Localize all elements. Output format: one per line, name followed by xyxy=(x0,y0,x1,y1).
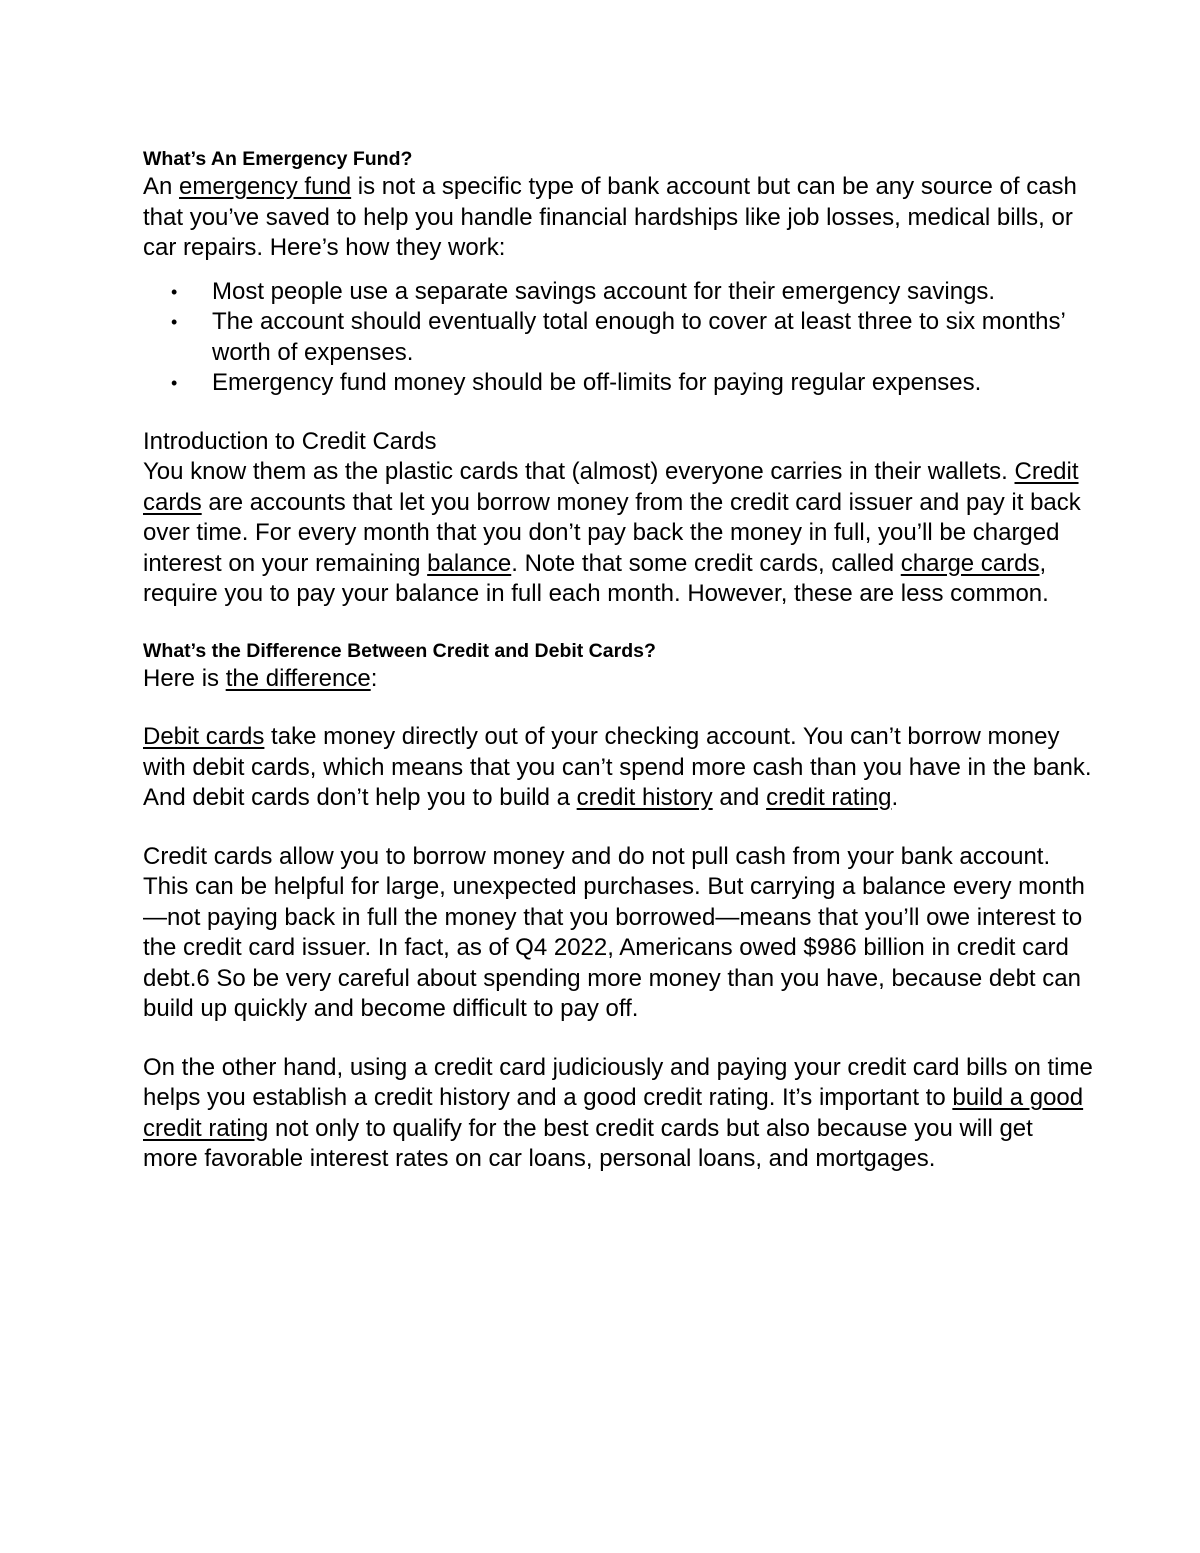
difference-intro xyxy=(143,664,1093,695)
list-item xyxy=(143,307,1093,368)
list-item-text: The account should eventually total enough to cover at least three to six months’ worth of expenses. xyxy=(212,308,1065,366)
spacer xyxy=(143,1025,1093,1053)
intro-text: is not a specific type of bank account but can be any source of cash that you’ve saved to help you handle financial hardships like job losses, medical bills, or car repairs. Here’s how they work: xyxy=(143,173,1077,261)
debit-cards-paragraph xyxy=(143,722,1093,814)
body-text: are accounts that let you borrow money from the credit card issuer and pay it back over time. For every month that you don’t pay back the money in full, you’ll be charged interest on your remaining xyxy=(143,488,1081,577)
build-credit-rating-link[interactable]: build a good credit rating xyxy=(143,1084,1084,1142)
spacer xyxy=(143,610,1093,638)
body-text: and xyxy=(712,784,767,811)
debit-cards-link[interactable]: Debit cards xyxy=(143,723,265,750)
body-text: You know them as the plastic cards that (almost) everyone carries in their wallets. xyxy=(143,458,1015,485)
body-text: not only to qualify for the best credit cards but also because you will get more favorable interest rates on car loans, personal loans, and mortgages. xyxy=(143,1114,1033,1172)
the-difference-link[interactable]: the difference xyxy=(225,664,371,692)
body-text: . xyxy=(891,784,899,811)
spacer xyxy=(143,399,1093,427)
emergency-fund-list xyxy=(143,277,1093,399)
body-text: take money directly out of your checking account. You can’t borrow money with debit cards, which means that you can’t spend more cash than you have in the bank. And debit cards don’t help you to build a xyxy=(143,723,1092,811)
emergency-fund-link[interactable]: emergency fund xyxy=(179,173,352,200)
emergency-fund-intro xyxy=(143,172,1093,264)
good-credit-paragraph xyxy=(143,1053,1093,1175)
intro-text: An xyxy=(143,173,180,200)
credit-rating-link[interactable]: credit rating xyxy=(766,784,892,811)
spacer xyxy=(143,694,1093,722)
body-text: . Note that some credit cards, called xyxy=(511,549,901,577)
balance-link[interactable]: balance xyxy=(427,549,512,577)
charge-cards-link[interactable]: charge cards xyxy=(900,549,1040,577)
credit-cards-paragraph: Credit cards allow you to borrow money and do not pull cash from your bank account. This can be helpful for large, unexpected purchases. But carrying a balance every month—not paying back in full the money that you borrowed—means that you’ll owe interest to the credit card issuer. In fact, as of Q4 2022, Americans owed $986 billion in credit card debt.6 So be very careful about spending more money than you have, because debt can build up quickly and become difficult to pay off. xyxy=(143,842,1085,1022)
bullet-glyph: • xyxy=(171,312,178,332)
body-text: , require you to pay your balance in full each month. However, these are less common. xyxy=(143,549,1049,607)
credit-history-link[interactable]: credit history xyxy=(576,784,713,811)
bullet-glyph: • xyxy=(171,373,178,393)
list-item xyxy=(143,368,1093,399)
document-content xyxy=(143,146,1093,1175)
body-text: On the other hand, using a credit card judiciously and paying your credit card bills on time helps you establish a credit history and a good credit rating. It’s important to xyxy=(143,1053,1093,1111)
credit-cards-link[interactable]: Credit cards xyxy=(143,458,1079,516)
list-item-text: Most people use a separate savings account for their emergency savings. xyxy=(212,277,996,305)
intro-text: : xyxy=(370,664,378,692)
list-item-text: Emergency fund money should be off-limits for paying regular expenses. xyxy=(212,369,982,396)
difference-heading: What’s the Difference Between Credit and Debit Cards? xyxy=(143,639,656,662)
list-item xyxy=(143,277,1093,308)
bullet-glyph: • xyxy=(171,281,178,302)
emergency-fund-heading: What’s An Emergency Fund? xyxy=(143,148,413,170)
credit-cards-body xyxy=(143,457,1093,610)
spacer xyxy=(143,814,1093,842)
credit-cards-heading: Introduction to Credit Cards xyxy=(143,427,437,455)
intro-text: Here is xyxy=(143,664,226,692)
